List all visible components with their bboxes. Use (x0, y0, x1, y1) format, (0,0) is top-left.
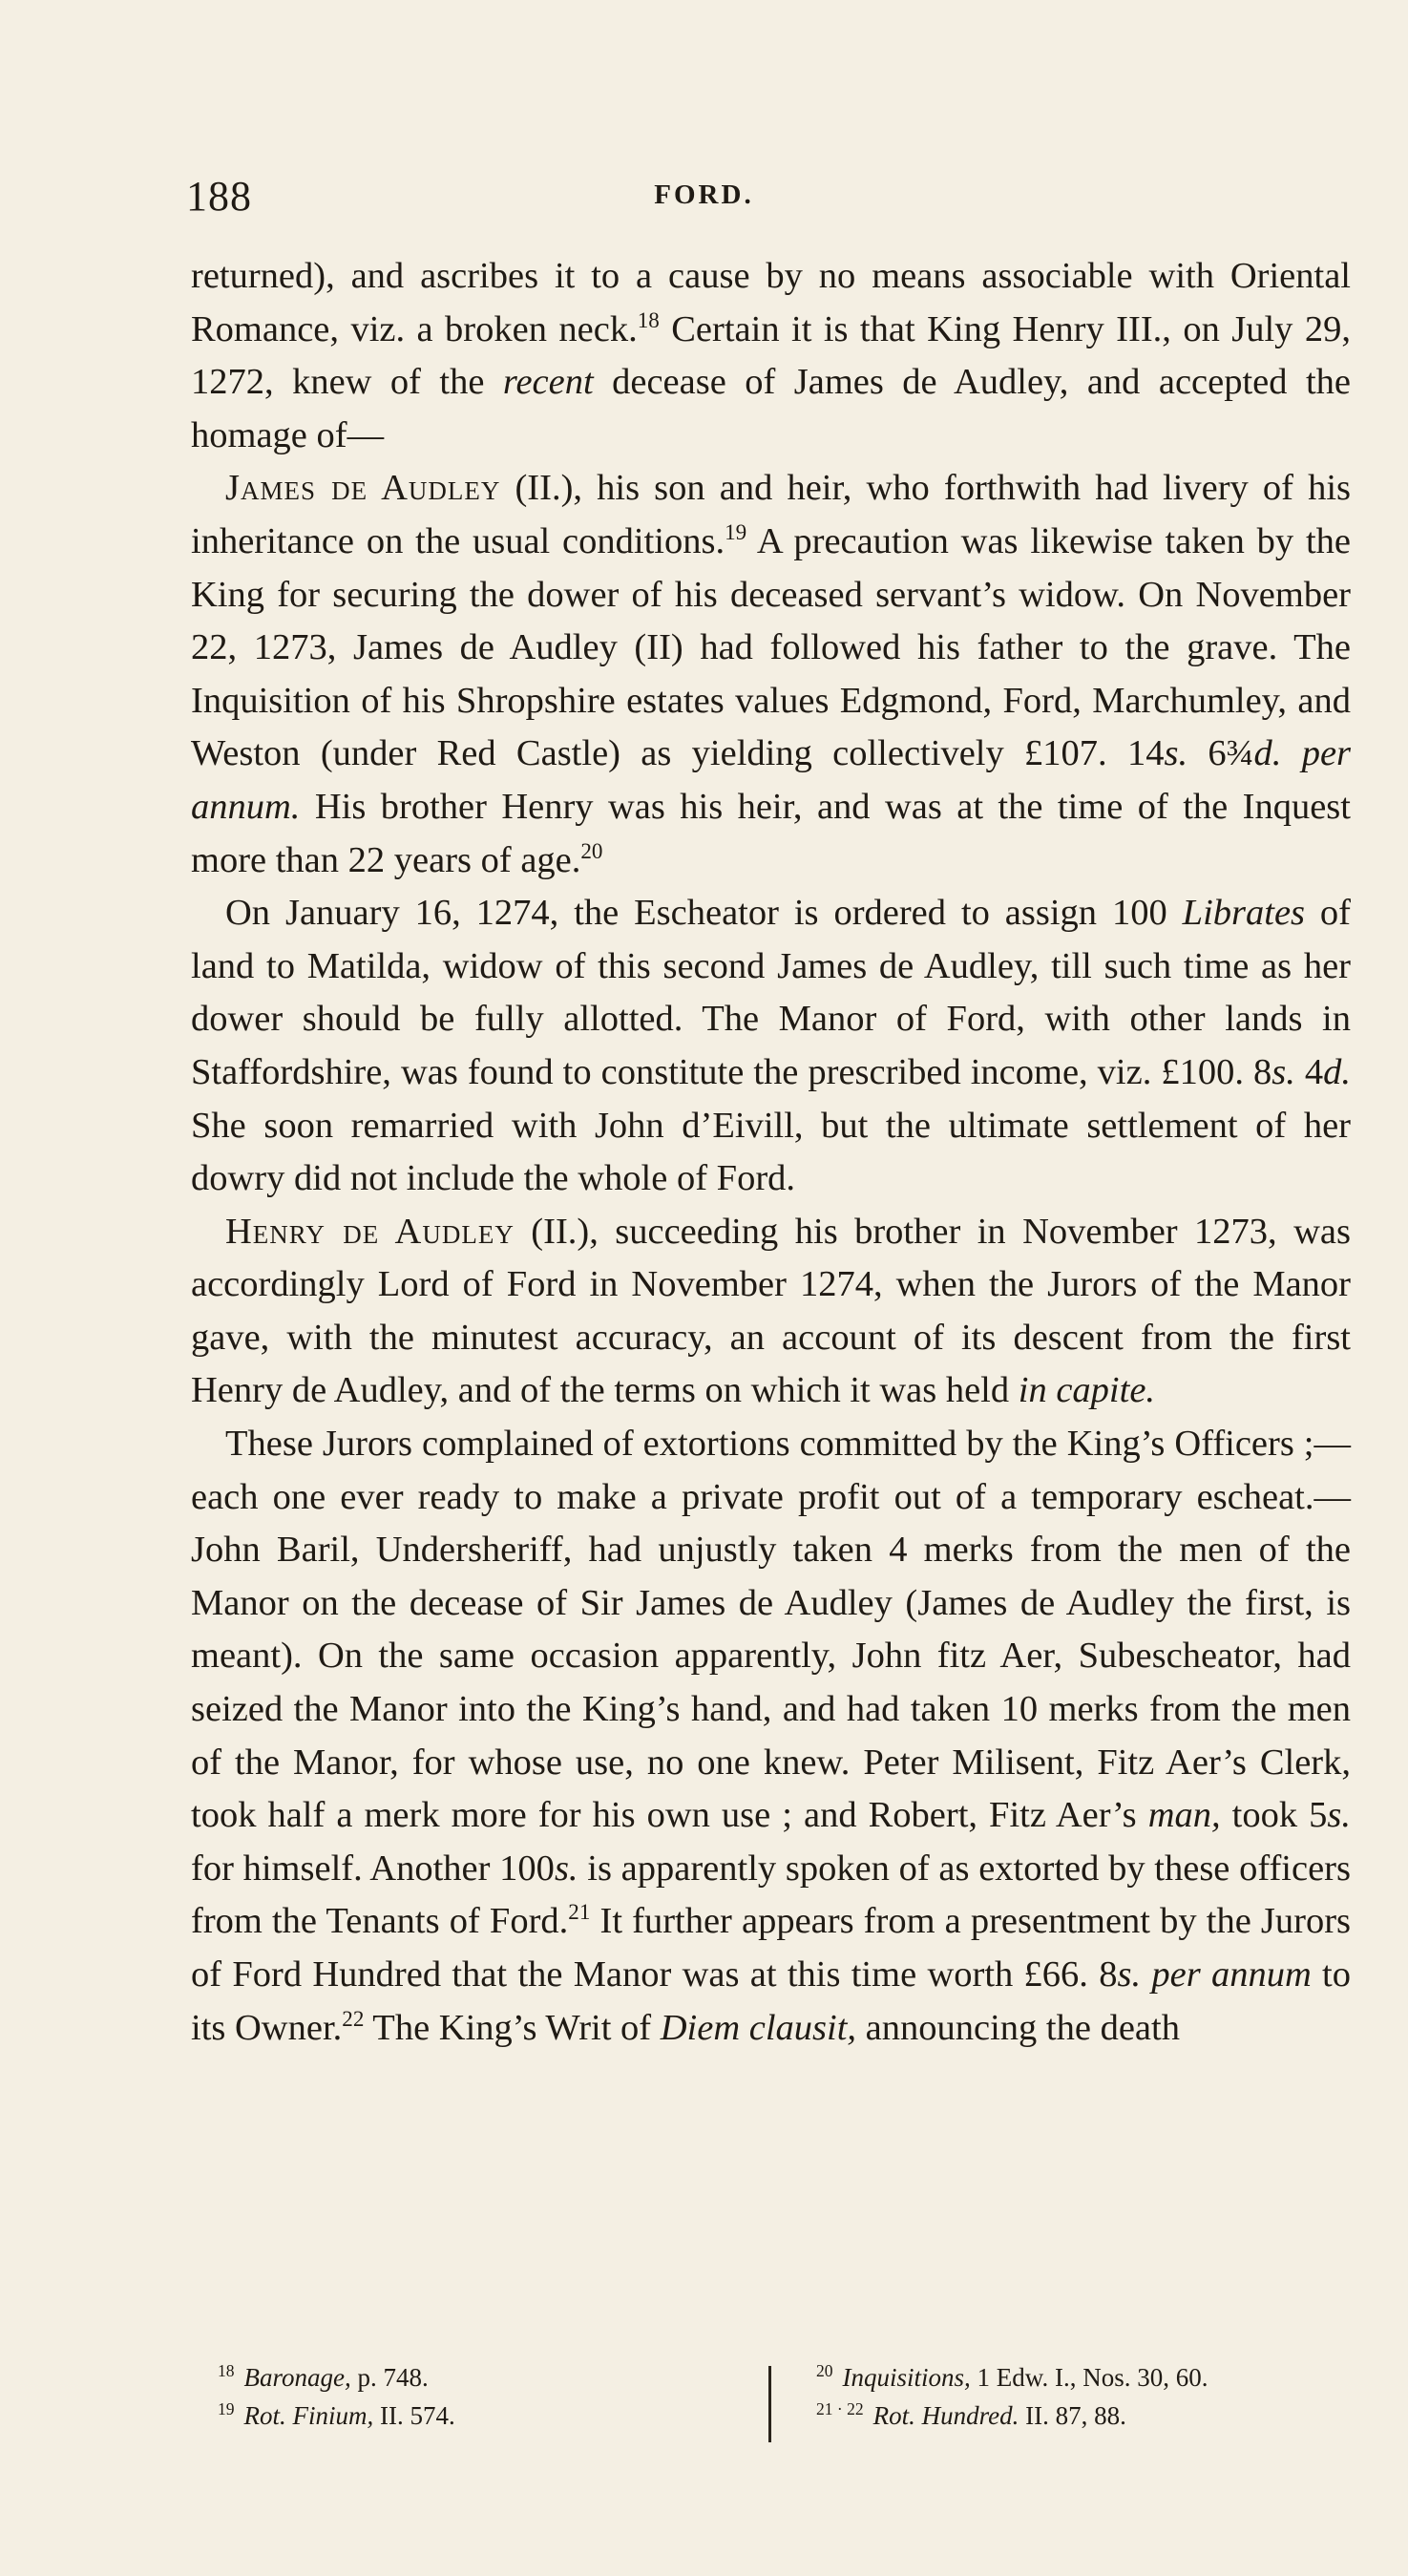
footnote-ref: 18 (637, 306, 660, 332)
text-run: to its Owner. (191, 1954, 1351, 2048)
footnote-number: 21 · 22 (816, 2399, 864, 2418)
footnote-number: 19 (218, 2399, 235, 2418)
page-header (0, 172, 1408, 229)
footnote-number: 20 (816, 2361, 833, 2380)
small-caps-name: Henry de Audley (225, 1211, 515, 1252)
italic-run: s. per annum (1117, 1954, 1312, 1995)
footnote-source: Inquisitions, (842, 2363, 971, 2392)
text-run: is apparently spoken of as extorted by these officers from the Tenants of Ford. (191, 1848, 1351, 1942)
text-run: A precaution was likewise taken by the King for securing the dower of his deceased servant’s widow. On November 22, 1273, James de Audley (II) had followed his father to the grave. The Inquisition of his Shropshire estates values Edgmond, Ford, Marchumley, and Weston (under Red Castle) as yielding collectively £107. 14 (191, 520, 1351, 774)
page-number: 188 (186, 173, 252, 220)
footnote-source: Baronage, (243, 2363, 351, 2392)
italic-run: recent (502, 362, 594, 403)
text-run: of land to Matilda, widow of this second James de Audley, till such time as her dower should be fully allotted. The Manor of Ford, with other lands in Staffordshire, was found to constitute the prescribed income, viz. £100. 8 (191, 893, 1352, 1092)
italic-run: Diem clausit, (660, 2007, 857, 2048)
footnote-locator: p. 748. (350, 2363, 429, 2392)
paragraph (191, 462, 1351, 887)
footnote-ref: 19 (725, 519, 747, 545)
footnote (218, 2358, 714, 2397)
text-run: Certain it is that King Henry III., on July 29, 1272, knew of the (191, 308, 1351, 403)
footnote-source: Rot. Finium, (243, 2401, 374, 2430)
text-run: It further appears from a presentment by the Jurors of Ford Hundred that the Manor was at this time worth £66. 8 (191, 1901, 1352, 1995)
footnote (816, 2397, 1351, 2435)
text-run: (II.), succeeding his brother in November 1273, was accordingly Lord of Ford in November 1274, when the Jurors of the Manor gave, with the minutest accuracy, an account of its descent from the first Henry de Audley, and of the terms on which it was held (191, 1211, 1351, 1411)
text-run: (II.), his son and heir, who forthwith had livery of his inheritance on the usual conditions. (191, 468, 1352, 561)
paragraph (191, 887, 1351, 1206)
text-run: announcing the death (856, 2007, 1180, 2048)
italic-run: d. per annum. (191, 733, 1352, 827)
italic-run: man, (1147, 1795, 1221, 1836)
text-run: His brother Henry was his heir, and was at the time of the Inquest more than 22 years of age. (191, 786, 1351, 880)
footnote-ref: 21 (568, 1899, 591, 1925)
text-run: On January 16, 1274, the Escheator is ordered to assign 100 (225, 893, 1183, 934)
italic-run: in capite. (1018, 1370, 1156, 1411)
italic-run: s. (1271, 1051, 1295, 1092)
text-run: for himself. Another 100 (191, 1848, 555, 1889)
text-run: 6¾ (1187, 733, 1254, 774)
italic-run: d. (1323, 1051, 1351, 1092)
text-run: decease of James de Audley, and accepted the homage of— (191, 362, 1351, 455)
body-text (191, 250, 1351, 2055)
footnote-divider (768, 2366, 771, 2442)
footnotes-right-column (816, 2358, 1351, 2435)
italic-run: s. (1164, 733, 1188, 774)
italic-run: s. (1327, 1795, 1351, 1836)
text-run: took 5 (1220, 1795, 1328, 1836)
footnote-number: 18 (218, 2361, 235, 2380)
footnote-locator: II. 574. (373, 2401, 455, 2430)
footnote-ref: 22 (342, 2005, 365, 2031)
footnote (816, 2358, 1351, 2397)
footnotes-left-column (218, 2358, 714, 2435)
footnote-source: Rot. Hundred. (872, 2401, 1019, 2430)
italic-run: s. (554, 1848, 578, 1889)
paragraph (191, 1418, 1351, 2055)
text-run: returned), and ascribes it to a cause by no means associable with Oriental Romance, viz. a broken neck. (191, 256, 1351, 349)
footnote (218, 2397, 714, 2435)
text-run: These Jurors complained of extortions committed by the King’s Officers ;—each one ever ready to make a private profit out of a temporary escheat.—John Baril, Undersheriff, had unjustly taken 4 merks from the men of the Manor on the decease of Sir James de Audley (James de Audley the first, is meant). On the same occasion apparently, John fitz Aer, Subescheator, had seized the Manor into the King’s hand, and had taken 10 merks from the men of the Manor, for whose use, no one knew. Peter Milisent, Fitz Aer’s Clerk, took half a merk more for his own use ; and Robert, Fitz Aer’s (191, 1424, 1351, 1836)
italic-run: Librates (1182, 893, 1306, 934)
small-caps-name: James de Audley (225, 468, 501, 509)
footnote-ref: 20 (580, 837, 603, 863)
footnote-locator: II. 87, 88. (1019, 2401, 1126, 2430)
running-title: FORD. (654, 179, 754, 210)
text-run: 4 (1294, 1051, 1324, 1092)
paragraph (191, 1206, 1351, 1418)
footnote-locator: 1 Edw. I., Nos. 30, 60. (970, 2363, 1208, 2392)
text-run: The King’s Writ of (364, 2007, 661, 2048)
text-run: She soon remarried with John d’Eivill, but the ultimate settlement of her dowry did not include the whole of Ford. (191, 1105, 1351, 1199)
paragraph (191, 250, 1351, 462)
